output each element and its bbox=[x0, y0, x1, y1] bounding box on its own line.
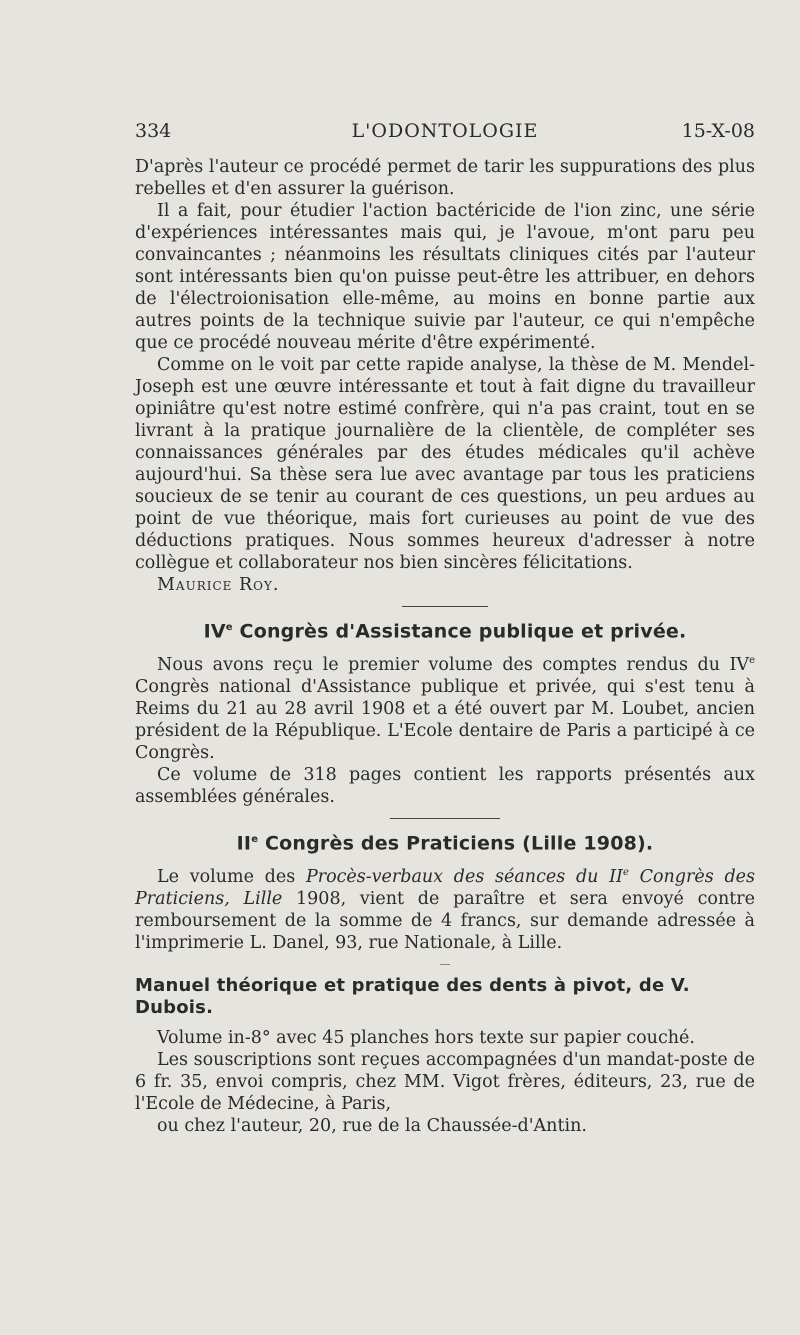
section-divider bbox=[402, 606, 488, 607]
section-heading-manuel: Manuel théorique et pratique des dents à pivot, de V. Dubois. bbox=[135, 975, 690, 1019]
author-signature: Maurice Roy. bbox=[157, 575, 280, 595]
assistance-paragraph-2: Ce volume de 318 pages contient les rapports présentés aux assemblées générales. bbox=[135, 765, 755, 808]
review-paragraph-2: Il a fait, pour étudier l'action bactéricide de l'ion zinc, une série d'expériences intéressantes mais qui, je l'avoue, m'ont paru peu convaincantes ; néanmoins les résultats cliniques cités par l'auteur sont intéressants bien qu'on puisse peut-être les attribuer, en dehors de l'électroionisation elle-même, au moins en bonne partie aux autres points de la technique suivie par l'auteur, ce qui n'empêche que ce procédé nouveau mérite d'être expérimenté. bbox=[135, 201, 755, 353]
review-paragraph-1: D'après l'auteur ce procédé permet de tarir les suppurations des plus rebelles et d'en assurer la guérison. bbox=[135, 157, 755, 199]
assistance-paragraph-1: Nous avons reçu le premier volume des comptes rendus du IVe Congrès national d'Assistance publique et privée, qui s'est tenu à Reims du 21 au 28 avril 1908 et a été ouvert par M. Loubet, ancien président de la République. L'Ecole dentaire de Paris a participé à ce Congrès. bbox=[135, 655, 755, 764]
manuel-paragraph-2: Les souscriptions sont reçues accompagnées d'un mandat-poste de 6 fr. 35, envoi compris, chez MM. Vigot frères, éditeurs, 23, rue de l'Ecole de Médecine, à Paris, bbox=[135, 1050, 755, 1115]
manuel-paragraph-1: Volume in-8° avec 45 planches hors texte sur papier couché. bbox=[157, 1028, 695, 1049]
review-paragraph-3: Comme on le voit par cette rapide analyse, la thèse de M. Mendel-Joseph est une œuvre intéressante et tout à fait digne du travailleur opiniâtre qu'est notre estimé confrère, qui n'a pas craint, tout en se livrant à la pratique journalière de la clientèle, de compléter ses connaissances générales par des études médicales qu'il achève aujourd'hui. Sa thèse sera lue avec avantage par tous les praticiens soucieux de se tenir au courant de ces questions, un peu ardues au point de vue théorique, mais fort curieuses au point de vue des déductions pratiques. Nous sommes heureux d'adresser à notre collègue et collaborateur nos bien sincères félicitations. bbox=[135, 355, 755, 573]
praticiens-paragraph: Le volume des Procès-verbaux des séances du IIe Congrès des Praticiens, Lille 1908, vient de paraître et sera envoyé contre remboursement de la somme de 4 francs, sur demande adressée à l'imprimerie L. Danel, 93, rue Nationale, à Lille. bbox=[135, 867, 755, 954]
journal-title: L'ODONTOLOGIE bbox=[351, 120, 539, 142]
section-heading-assistance: IVe Congrès d'Assistance publique et privée. bbox=[203, 620, 687, 643]
manuel-paragraph-3: ou chez l'auteur, 20, rue de la Chaussée-d'Antin. bbox=[157, 1116, 587, 1137]
page-body bbox=[135, 156, 755, 1137]
section-divider bbox=[390, 818, 500, 819]
page-number: 334 bbox=[135, 120, 172, 142]
issue-date: 15-X-08 bbox=[681, 120, 755, 142]
section-divider bbox=[440, 964, 450, 965]
running-header bbox=[135, 120, 755, 146]
section-heading-praticiens: IIe Congrès des Praticiens (Lille 1908). bbox=[236, 832, 654, 855]
